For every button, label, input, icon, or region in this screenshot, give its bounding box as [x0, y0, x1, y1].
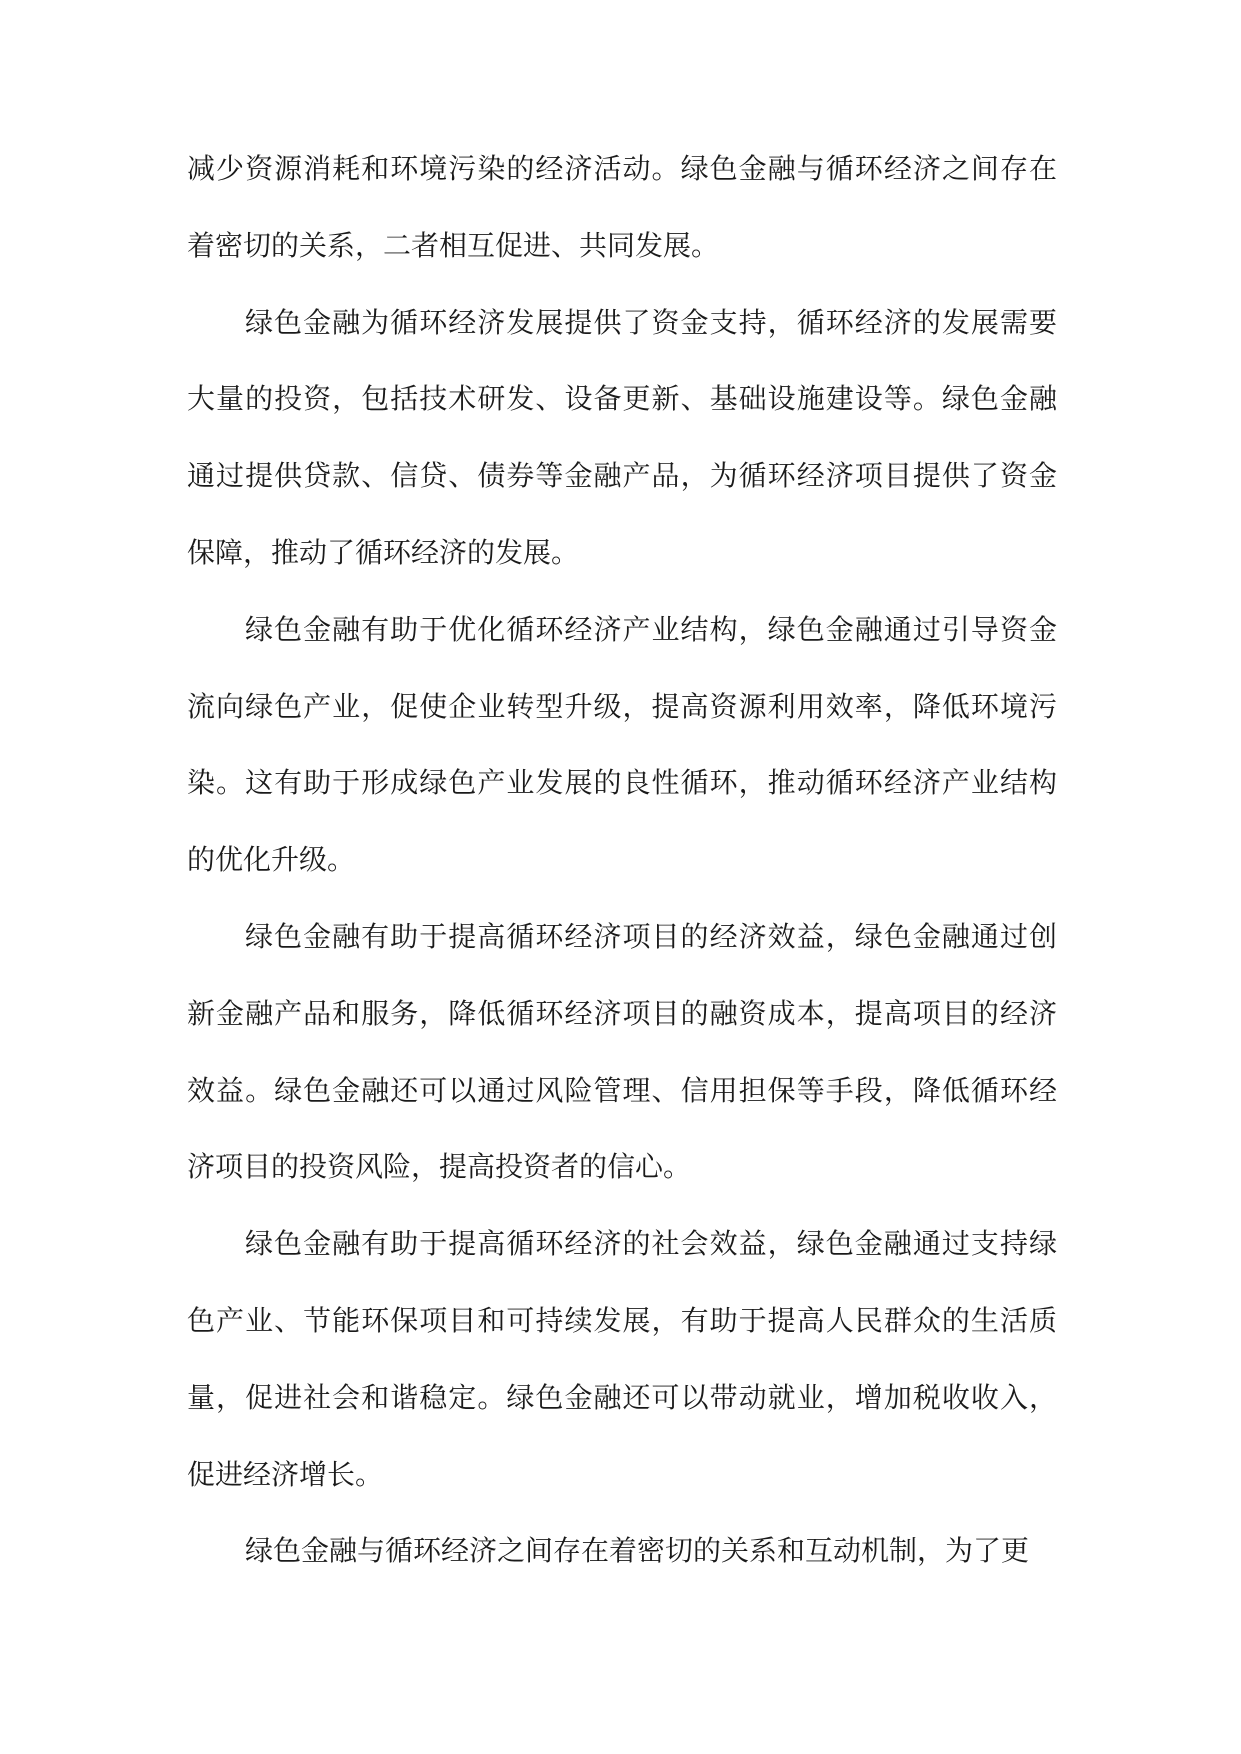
text-line: 绿色金融为循环经济发展提供了资金支持，循环经济的发展需要	[245, 305, 1057, 339]
text-line: 济项目的投资风险，提高投资者的信心。	[187, 1150, 692, 1184]
text-line: 色产业、节能环保项目和可持续发展，有助于提高人民群众的生活质	[187, 1303, 1057, 1337]
paragraph	[187, 1217, 1057, 1524]
body-text	[187, 142, 1057, 1601]
paragraph	[187, 142, 1057, 296]
text-line: 大量的投资，包括技术研发、设备更新、基础设施建设等。绿色金融	[187, 382, 1057, 416]
text-line: 着密切的关系，二者相互促进、共同发展。	[187, 228, 720, 262]
text-line: 绿色金融与循环经济之间存在着密切的关系和互动机制，为了更	[245, 1534, 1030, 1568]
paragraph	[187, 296, 1057, 603]
text-line: 的优化升级。	[187, 843, 356, 877]
text-line: 染。这有助于形成绿色产业发展的良性循环，推动循环经济产业结构	[187, 766, 1057, 800]
text-line: 通过提供贷款、信贷、债券等金融产品，为循环经济项目提供了资金	[187, 459, 1057, 493]
text-line: 新金融产品和服务，降低循环经济项目的融资成本，提高项目的经济	[187, 996, 1057, 1030]
paragraph	[187, 603, 1057, 910]
text-line: 绿色金融有助于优化循环经济产业结构，绿色金融通过引导资金	[245, 612, 1057, 646]
text-line: 绿色金融有助于提高循环经济的社会效益，绿色金融通过支持绿	[245, 1227, 1057, 1261]
text-line: 流向绿色产业，促使企业转型升级，提高资源利用效率，降低环境污	[187, 689, 1057, 723]
text-line: 减少资源消耗和环境污染的经济活动。绿色金融与循环经济之间存在	[187, 152, 1057, 185]
paragraph	[187, 910, 1057, 1217]
text-line: 量，促进社会和谐稳定。绿色金融还可以带动就业，增加税收收入，	[187, 1380, 1057, 1414]
paragraph	[187, 1524, 1057, 1601]
text-line: 保障，推动了循环经济的发展。	[187, 535, 580, 569]
text-line: 绿色金融有助于提高循环经济项目的经济效益，绿色金融通过创	[245, 919, 1057, 953]
text-line: 效益。绿色金融还可以通过风险管理、信用担保等手段，降低循环经	[187, 1073, 1057, 1107]
text-line: 促进经济增长。	[187, 1457, 384, 1491]
